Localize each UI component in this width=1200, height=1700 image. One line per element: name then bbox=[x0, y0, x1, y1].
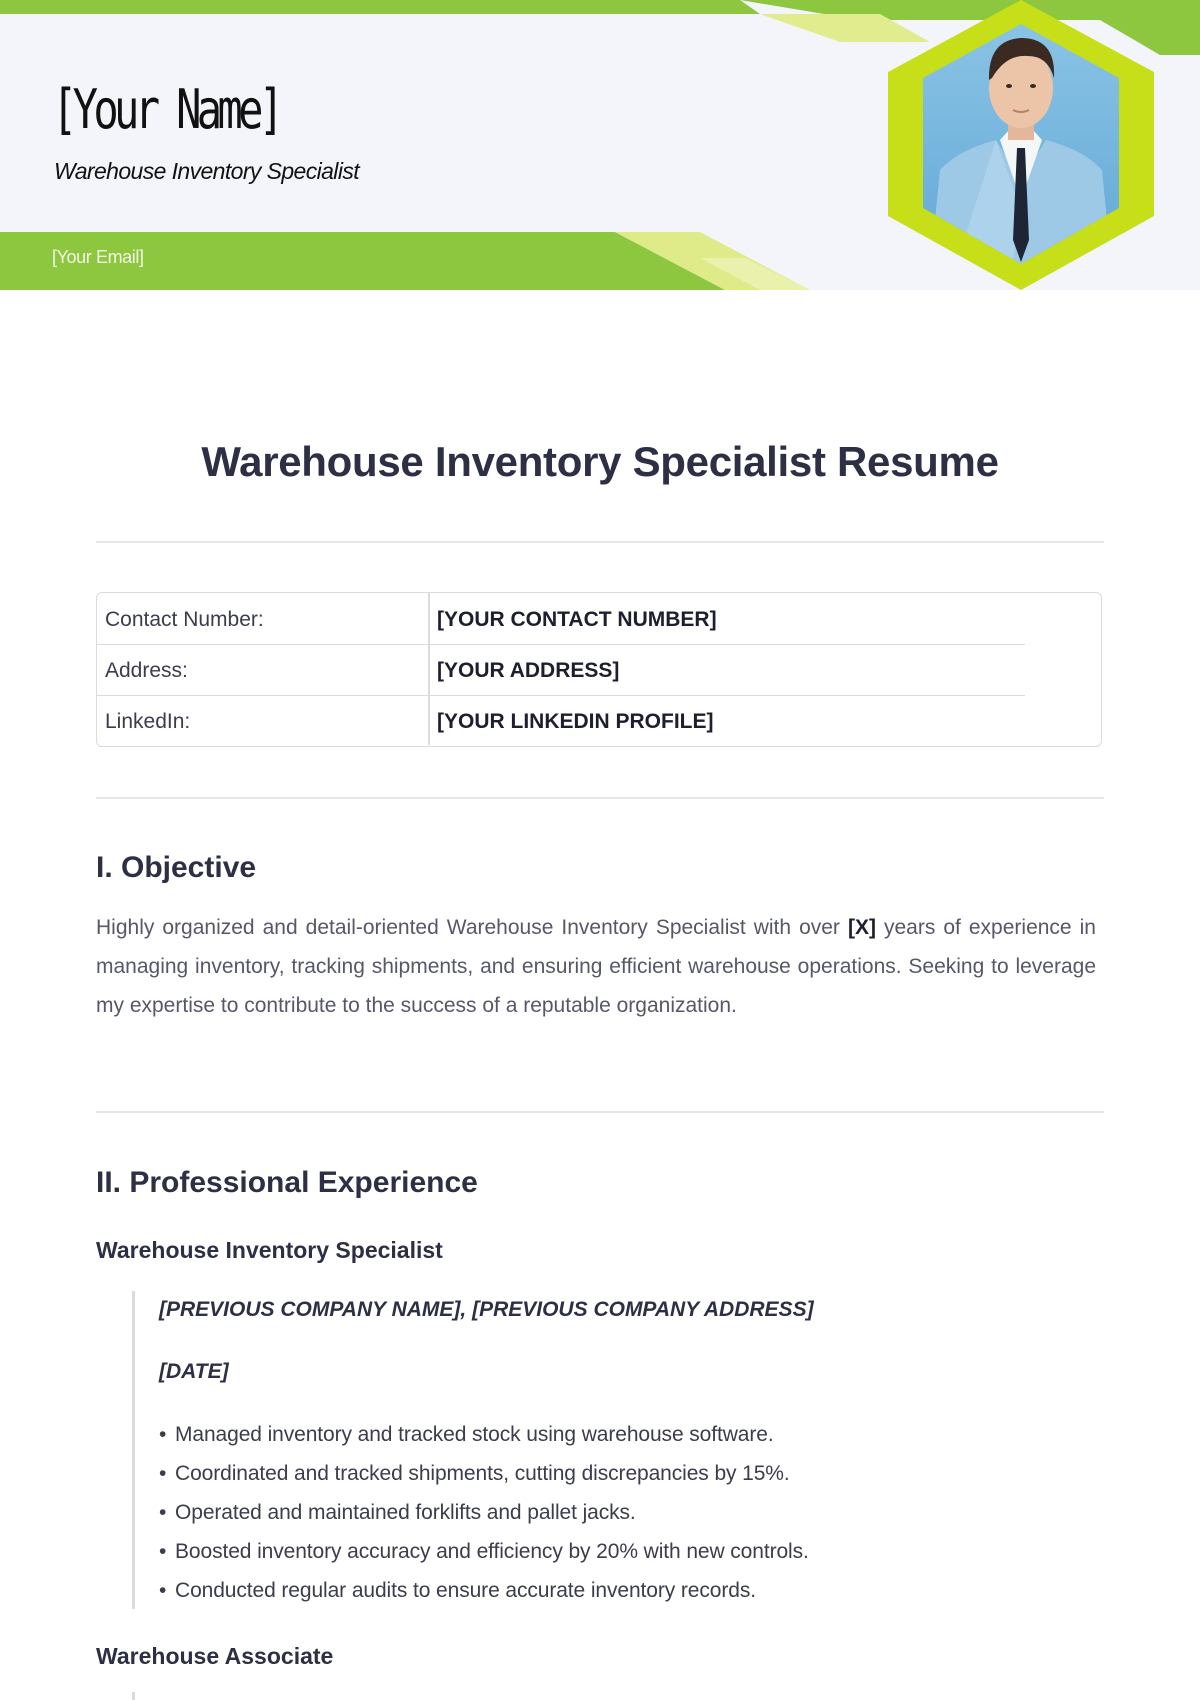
contact-label: LinkedIn: bbox=[105, 710, 191, 733]
divider bbox=[96, 1111, 1104, 1113]
job-title: Warehouse Inventory Specialist bbox=[96, 1237, 443, 1263]
list-item: • Operated and maintained forklifts and pallet jacks. bbox=[159, 1501, 636, 1524]
job-details bbox=[132, 1692, 1059, 1700]
years-placeholder: [X] bbox=[847, 916, 876, 939]
list-item: • Coordinated and tracked shipments, cutting discrepancies by 15%. bbox=[159, 1462, 790, 1485]
section-heading-objective: I. Objective bbox=[96, 851, 257, 884]
list-item: • Managed inventory and tracked stock using warehouse software. bbox=[159, 1423, 774, 1446]
list-item: • Conducted regular audits to ensure accurate inventory records. bbox=[159, 1579, 756, 1602]
list-item: • Boosted inventory accuracy and efficiency by 20% with new controls. bbox=[159, 1540, 809, 1563]
objective-text-end: years of experience in managing inventory, tracking shipments, and ensuring efficient warehouse operations. Seeking to leverage my expertise to contribute to the success of a reputable organization. bbox=[96, 916, 1096, 1017]
contact-value: [YOUR ADDRESS] bbox=[437, 659, 620, 682]
objective-text bbox=[96, 908, 1096, 1025]
contact-value: [YOUR CONTACT NUMBER] bbox=[437, 608, 717, 631]
job-company: [PREVIOUS COMPANY NAME], [PREVIOUS COMPANY ADDRESS] bbox=[159, 1298, 814, 1321]
table-row bbox=[97, 593, 1025, 645]
contact-table bbox=[96, 592, 1102, 747]
divider bbox=[96, 797, 1104, 799]
table-row bbox=[97, 695, 1025, 746]
job-date: [DATE] bbox=[159, 1360, 229, 1383]
header-banner bbox=[0, 0, 1200, 290]
contact-value: [YOUR LINKEDIN PROFILE] bbox=[437, 710, 714, 733]
divider bbox=[96, 541, 1104, 543]
job-title: Warehouse Associate bbox=[96, 1643, 334, 1669]
applicant-role: Warehouse Inventory Specialist bbox=[54, 158, 360, 184]
objective-text-start: Highly organized and detail-oriented Warehouse Inventory Specialist with over bbox=[96, 916, 848, 939]
job-duties-list bbox=[159, 1415, 1059, 1610]
applicant-name: [Your Name] bbox=[52, 78, 280, 141]
profile-photo bbox=[888, 0, 1154, 290]
table-row bbox=[97, 644, 1025, 696]
applicant-email: [Your Email] bbox=[52, 247, 144, 267]
job-details bbox=[132, 1291, 1059, 1609]
section-heading-experience: II. Professional Experience bbox=[96, 1166, 478, 1199]
contact-label: Contact Number: bbox=[105, 608, 264, 631]
document-title: Warehouse Inventory Specialist Resume bbox=[201, 438, 999, 485]
contact-label: Address: bbox=[105, 659, 188, 682]
